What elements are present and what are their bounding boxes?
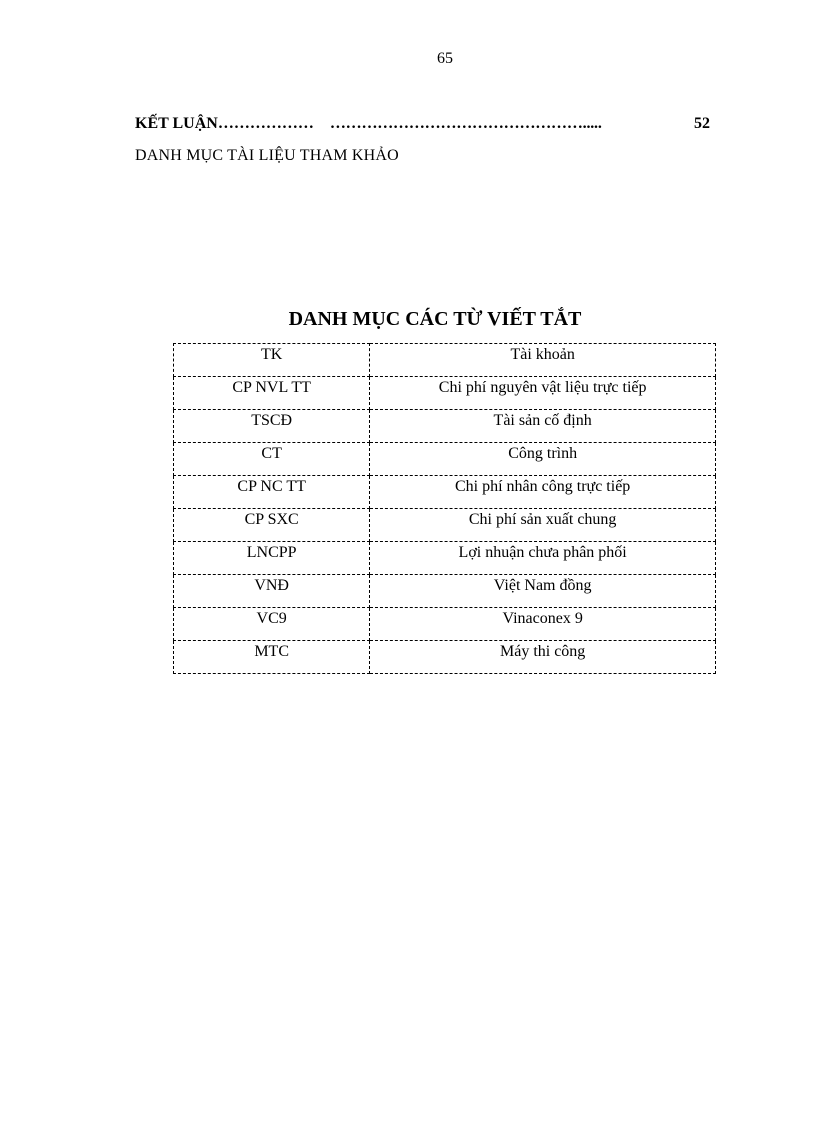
abbreviation-cell: LNCPP: [174, 542, 370, 575]
toc-conclusion-label: KẾT LUẬN………………: [135, 115, 314, 132]
toc-conclusion-leader: ………………………………………….....: [329, 115, 602, 132]
table-row: [174, 509, 716, 542]
abbreviations-table: [173, 343, 716, 674]
abbreviation-cell: VNĐ: [174, 575, 370, 608]
table-row: [174, 575, 716, 608]
abbreviation-cell: TSCĐ: [174, 410, 370, 443]
meaning-cell: Việt Nam đồng: [370, 575, 716, 608]
abbreviation-cell: CT: [174, 443, 370, 476]
meaning-cell: Vinaconex 9: [370, 608, 716, 641]
table-row: [174, 410, 716, 443]
abbreviation-cell: VC9: [174, 608, 370, 641]
abbreviation-cell: CP NVL TT: [174, 377, 370, 410]
toc-spacer: [314, 115, 330, 133]
abbreviation-cell: CP NC TT: [174, 476, 370, 509]
abbreviation-cell: TK: [174, 344, 370, 377]
toc-entry-conclusion: [135, 115, 710, 133]
table-row: [174, 344, 716, 377]
meaning-cell: Công trình: [370, 443, 716, 476]
toc-conclusion-page: 52: [694, 115, 710, 132]
meaning-cell: Tài khoản: [370, 344, 716, 377]
page-number: 65: [437, 50, 453, 67]
meaning-cell: Chi phí sản xuất chung: [370, 509, 716, 542]
abbreviation-cell: CP SXC: [174, 509, 370, 542]
meaning-cell: Tài sản cố định: [370, 410, 716, 443]
abbreviations-title: DANH MỤC CÁC TỪ VIẾT TẮT: [288, 308, 582, 330]
meaning-cell: Chi phí nguyên vật liệu trực tiếp: [370, 377, 716, 410]
meaning-cell: Máy thi công: [370, 641, 716, 674]
abbreviation-cell: MTC: [174, 641, 370, 674]
toc-entry-references: DANH MỤC TÀI LIỆU THAM KHẢO: [135, 147, 399, 164]
table-row: [174, 542, 716, 575]
table-row: [174, 608, 716, 641]
meaning-cell: Chi phí nhân công trực tiếp: [370, 476, 716, 509]
table-row: [174, 377, 716, 410]
meaning-cell: Lợi nhuận chưa phân phối: [370, 542, 716, 575]
table-row: [174, 443, 716, 476]
table-row: [174, 641, 716, 674]
table-row: [174, 476, 716, 509]
